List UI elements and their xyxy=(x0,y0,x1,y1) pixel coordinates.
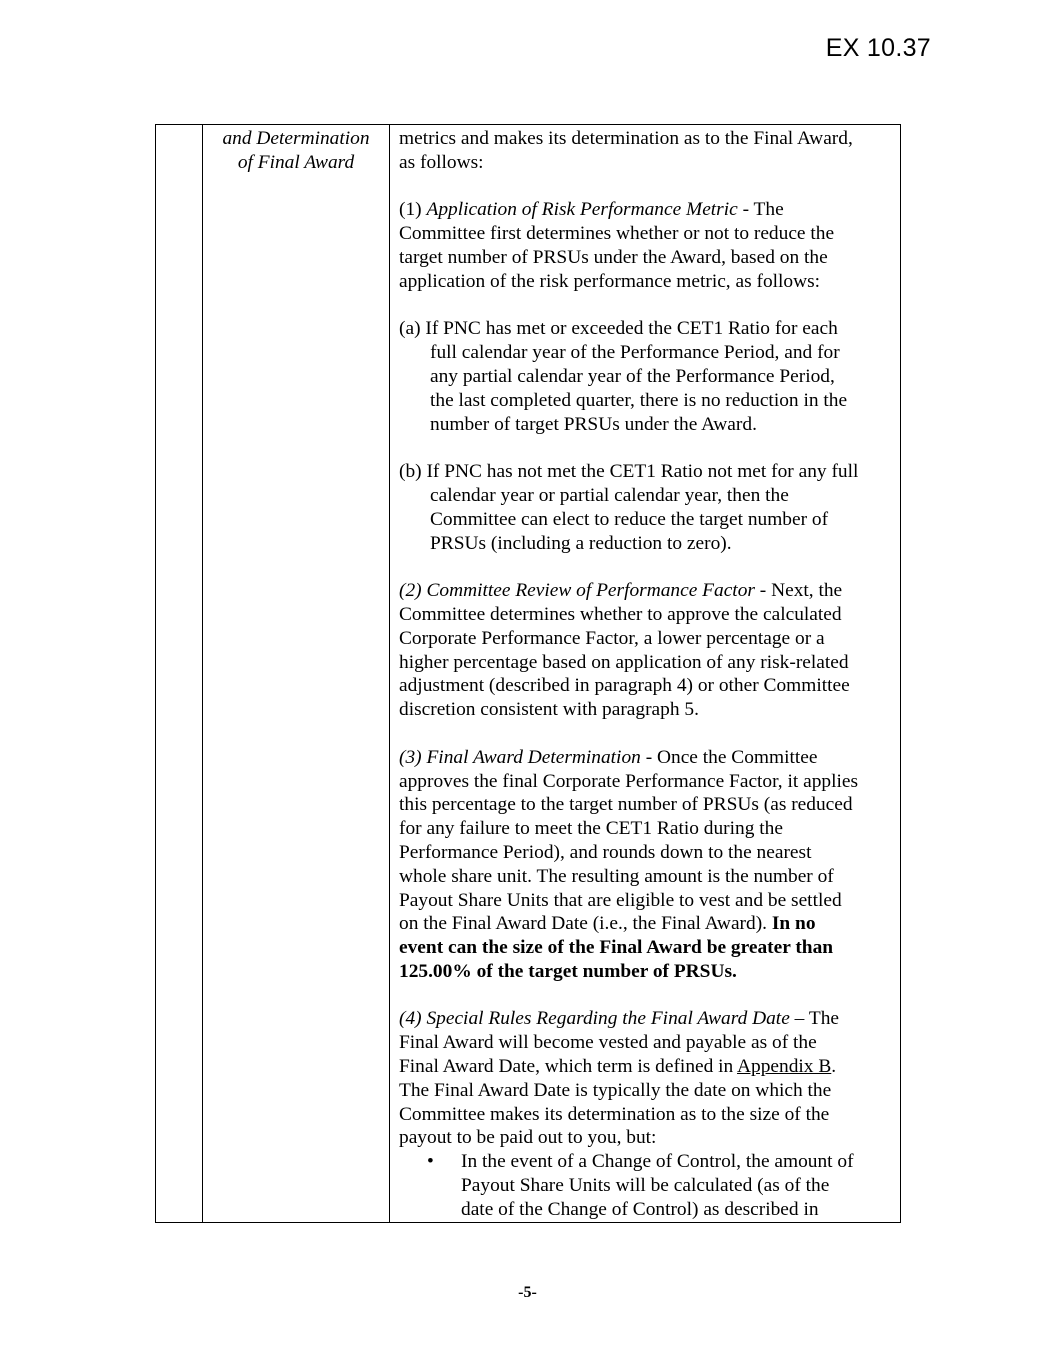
paragraph-3-bold-text: In no xyxy=(771,913,816,935)
subparagraph-b-line: PRSUs (including a reduction to zero). xyxy=(430,532,732,554)
paragraph-2-line: Corporate Performance Factor, a lower percentage or a xyxy=(399,627,825,649)
paragraph-3-bold-line: event can the size of the Final Award be greater than xyxy=(399,937,834,959)
paragraph-4-text: Final Award Date, which term is defined in xyxy=(399,1056,738,1078)
paragraph-4-line: Committee makes its determination as to the size of the xyxy=(399,1103,830,1125)
bullet-item-line xyxy=(399,1150,892,1174)
paragraph-1-title: Application of Risk Performance Metric xyxy=(426,199,738,221)
paragraph-1-line: application of the risk performance metric, as follows: xyxy=(399,270,821,292)
paragraph-2-line: discretion consistent with paragraph 5. xyxy=(399,699,699,721)
paragraph-2-line: higher percentage based on application of any risk-related xyxy=(399,651,849,673)
paragraph-3-first-line xyxy=(399,746,892,770)
table-row xyxy=(156,125,901,1223)
bullet-item-line: Payout Share Units will be calculated (as of the xyxy=(461,1175,830,1197)
paragraph-3-line: Performance Period), and rounds down to the nearest xyxy=(399,841,812,863)
blank-column-cell xyxy=(156,125,203,1223)
subparagraph-a-line: full calendar year of the Performance Period, and for xyxy=(430,342,840,364)
bullet-item-line: date of the Change of Control) as described in xyxy=(461,1198,819,1220)
subparagraph-a-line: any partial calendar year of the Performance Period, xyxy=(430,365,835,387)
subparagraph-b-line: calendar year or partial calendar year, then the xyxy=(430,484,789,506)
paragraph-1-number: (1) xyxy=(399,199,427,221)
intro-line: as follows: xyxy=(399,151,484,173)
paragraph-3-line: whole share unit. The resulting amount is the number of xyxy=(399,865,834,887)
paragraph-3-title: (3) Final Award Determination xyxy=(399,746,641,768)
paragraph-3-line: approves the final Corporate Performance Factor, it applies xyxy=(399,770,859,792)
paragraph-3-line: this percentage to the target number of PRSUs (as reduced xyxy=(399,794,853,816)
subparagraph-b-line: Committee can elect to reduce the target number of xyxy=(430,508,829,530)
section-body-cell xyxy=(390,125,901,1223)
subparagraph-a-line: the last completed quarter, there is no reduction in the xyxy=(430,389,848,411)
paragraph-3-plain-text: on the Final Award Date (i.e., the Final Award). xyxy=(399,913,772,935)
page-number: -5- xyxy=(518,1284,537,1301)
paragraph-3-rest: - Once the Committee xyxy=(640,746,818,768)
exhibit-label: EX 10.37 xyxy=(825,34,931,62)
paragraph-1-first-line xyxy=(399,198,892,222)
paragraph-2-line: adjustment (described in paragraph 4) or other Committee xyxy=(399,675,850,697)
paragraph-3-line: for any failure to meet the CET1 Ratio during the xyxy=(399,818,783,840)
subparagraph-a-line: number of target PRSUs under the Award. xyxy=(430,413,757,435)
paragraph-2-line: Committee determines whether to approve the calculated xyxy=(399,603,842,625)
section-heading-cell xyxy=(203,125,390,1223)
paragraph-1-rest: - The xyxy=(737,199,784,221)
section-heading-line-1: and Determination xyxy=(222,128,370,149)
paragraph-4-first-line xyxy=(399,1007,892,1031)
paragraph-4-line: payout to be paid out to you, but: xyxy=(399,1127,657,1149)
paragraph-4-title: (4) Special Rules Regarding the Final Award Date – xyxy=(399,1008,805,1030)
section-heading-line-2: of Final Award xyxy=(237,151,355,173)
appendix-b-link[interactable]: Appendix B xyxy=(737,1056,832,1078)
paragraph-3-line xyxy=(399,912,892,936)
paragraph-2-rest: - Next, the xyxy=(754,580,843,602)
subparagraph-a-first-line: (a) If PNC has met or exceeded the CET1 Ratio for each xyxy=(399,318,838,340)
paragraph-2-title: (2) Committee Review of Performance Factor xyxy=(399,580,755,602)
paragraph-1-line: target number of PRSUs under the Award, based on the xyxy=(399,246,828,268)
intro-line: metrics and makes its determination as to the Final Award, xyxy=(399,128,853,149)
bullet-text: In the event of a Change of Control, the amount of xyxy=(461,1151,854,1173)
bullet-icon: • xyxy=(427,1151,434,1173)
paragraph-3-bold-line: 125.00% of the target number of PRSUs. xyxy=(399,960,737,982)
paragraph-2-first-line xyxy=(399,579,892,603)
award-terms-table xyxy=(155,124,901,1223)
paragraph-4-rest: The xyxy=(804,1008,840,1030)
paragraph-4-line: Final Award will become vested and payable as of the xyxy=(399,1032,817,1054)
paragraph-3-line: Payout Share Units that are eligible to vest and be settled xyxy=(399,889,842,911)
subparagraph-b-first-line: (b) If PNC has not met the CET1 Ratio not met for any full xyxy=(399,461,859,483)
paragraph-4-line xyxy=(399,1055,892,1079)
paragraph-4-line: The Final Award Date is typically the date on which the xyxy=(399,1079,832,1101)
paragraph-1-line: Committee first determines whether or not to reduce the xyxy=(399,223,835,245)
paragraph-4-text: . xyxy=(831,1056,837,1078)
